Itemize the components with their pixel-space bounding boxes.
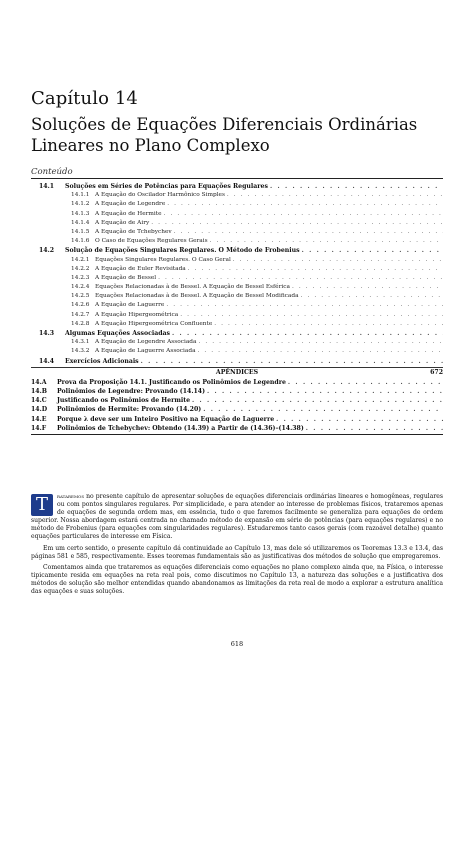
toc-entry-title: Soluções em Séries de Potências para Equações Regulares — [65, 183, 268, 190]
toc-entry-number: 14.E — [31, 415, 47, 423]
toc-entry-number: 14.1.5 — [71, 228, 90, 235]
toc-entry-title: A Equação de Legendre Associada — [95, 339, 197, 346]
toc-entry-page — [31, 424, 443, 433]
toc-entry-title: Polinômios de Legendre: Provando (14.14) — [57, 387, 206, 395]
appendices-page: 672 — [430, 368, 443, 376]
toc-appendix-entry[interactable] — [31, 424, 443, 433]
toc-entry-title: A Equação de Laguerre Associada — [95, 348, 196, 355]
toc-entry-title: Justificando os Polinômios de Hermite — [57, 397, 191, 405]
table-of-contents — [31, 182, 443, 435]
toc-entry-number: 14.2.5 — [71, 293, 90, 300]
toc-entry-number: 14.F — [31, 424, 47, 432]
chapter-number: Capítulo 14 — [31, 88, 138, 109]
page-number: 618 — [230, 640, 244, 648]
toc-entry-title: A Equação de Laguerre — [95, 302, 165, 309]
chapter-title: Soluções de Equações Diferenciais Ordinárias Lineares no Plano Complexo — [31, 115, 418, 155]
toc-entry-title: A Equação de Hermite — [95, 210, 162, 217]
toc-entry-title: A Equação Hipergeométrica Confluente — [95, 320, 213, 327]
toc-entry-number: 14.2.4 — [71, 284, 90, 291]
toc-entry-title: O Caso de Equações Regulares Gerais — [95, 238, 208, 245]
contents-heading: Conteúdo — [31, 167, 73, 177]
toc-entry-number: 14.3.1 — [71, 339, 90, 346]
toc-entry-number: 14.1.2 — [71, 201, 90, 208]
toc-entry-title: A Equação de Tchebychev — [95, 228, 172, 235]
toc-entry-title: A Equação de Legendre — [95, 201, 166, 208]
toc-entry-number: 14.2.8 — [71, 320, 90, 327]
toc-entry-title: A Equação de Airy — [95, 219, 150, 226]
toc-entry-number: 14.B — [31, 387, 47, 395]
toc-entry-title: Solução de Equações Singulares Regulares. O Método de Frobenius — [65, 247, 300, 255]
intro-lead-word: rataremos — [57, 493, 85, 500]
toc-entry-title: A Equação de Euler Revisitada — [95, 265, 186, 272]
toc-entry-number: 14.1.6 — [71, 238, 90, 245]
toc-entry-title: A Equação de Bessel — [95, 274, 157, 281]
toc-entry-title: Prova da Proposição 14.1. Justificando os Polinômios de Legendre — [57, 378, 286, 386]
toc-entry-title: Exercícios Adicionais — [65, 357, 139, 365]
toc-entry-number: 14.C — [31, 397, 47, 405]
chapter-introduction — [31, 493, 443, 599]
toc-entry-number: 14.2.3 — [71, 274, 90, 281]
toc-entry-number: 14.2.2 — [71, 265, 90, 272]
toc-entry-title: Equações Singulares Regulares. O Caso Geral — [95, 256, 231, 263]
toc-entry-number: 14.3.2 — [71, 348, 90, 355]
toc-entry-title: Equações Relacionadas à de Bessel. A Equação de Bessel Modificada — [95, 293, 299, 300]
intro-paragraph-1: no presente capítulo de apresentar soluções de equações diferenciais ordinárias lineares e homogêneas, regulares ou com pontos singulares regulares. Por simplicidade, e para atender ao interesse de problemas físicos, trataremos apenas de equações de segunda ordem mas, em essência, tudo o que faremos facilmente se generaliza para equações de ordem superior. Nossa abordagem estará centrada no chamado método de expansão em série de potências (para equações regulares) e no método de Frobenius (para equações com singularidades regulares). Estudaremos tanto casos gerais (com razoável detalhe) quanto equações particulares de interesse em Física. — [31, 493, 443, 541]
toc-entry-number: 14.1.1 — [71, 192, 90, 199]
toc-entry-title: Polinômios de Tchebychev: Obtendo (14.39) a Partir de (14.36)–(14.38) — [57, 424, 304, 432]
toc-entry-number: 14.D — [31, 406, 48, 414]
toc-entry-number: 14.1.4 — [71, 219, 90, 226]
appendices-label: APÊNDICES — [215, 368, 259, 376]
toc-entry-title: A Equação Hipergeométrica — [95, 311, 179, 318]
intro-paragraph-2: Em um certo sentido, o presente capítulo dá continuidade ao Capítulo 13, mas dele só utilizaremos os Teoremas 13.3 e 13.4, das páginas 581 e 585, respectivamente. Esses teoremas fundamentais são as justificativas dos métodos de solução que empregaremos. — [31, 544, 443, 560]
toc-entry-number: 14.3 — [39, 330, 55, 337]
intro-paragraph-3: Comentamos ainda que trataremos as equações diferenciais como equações no plano complexo ainda que, na Física, o interesse tipicamente resida em equações na reta real pois, como discutimos no Capítulo 13, a natureza das soluções e a justificativa dos métodos de solução são melhor entendidas quando abandonamos as limitações da reta real de modo a explorar a estrutura analítica das equações e suas soluções. — [31, 563, 443, 596]
toc-entry-number: 14.A — [31, 378, 47, 386]
toc-entry-number: 14.4 — [39, 357, 55, 365]
toc-entry-title: Algumas Equações Associadas — [65, 330, 171, 337]
toc-entry-title: Polinômios de Hermite: Provando (14.20) — [57, 406, 202, 414]
toc-entry-number: 14.2 — [39, 247, 55, 255]
toc-entry-number: 14.1 — [39, 183, 55, 190]
toc-entry-title: A Equação do Oscilador Harmônico Simples — [95, 192, 225, 199]
toc-entry-title: Porque λ deve ser um Inteiro Positivo na Equação de Laguerre — [57, 415, 275, 423]
toc-entry-number: 14.2.6 — [71, 302, 90, 309]
toc-entry-number: 14.1.3 — [71, 210, 90, 217]
dropcap-letter: T — [31, 494, 53, 516]
contents-top-rule — [31, 178, 443, 179]
toc-entry-number: 14.2.7 — [71, 311, 90, 318]
toc-entry-number: 14.2.1 — [71, 256, 90, 263]
toc-entry-title: Equações Relacionadas à de Bessel. A Equação de Bessel Esférica — [95, 284, 290, 291]
